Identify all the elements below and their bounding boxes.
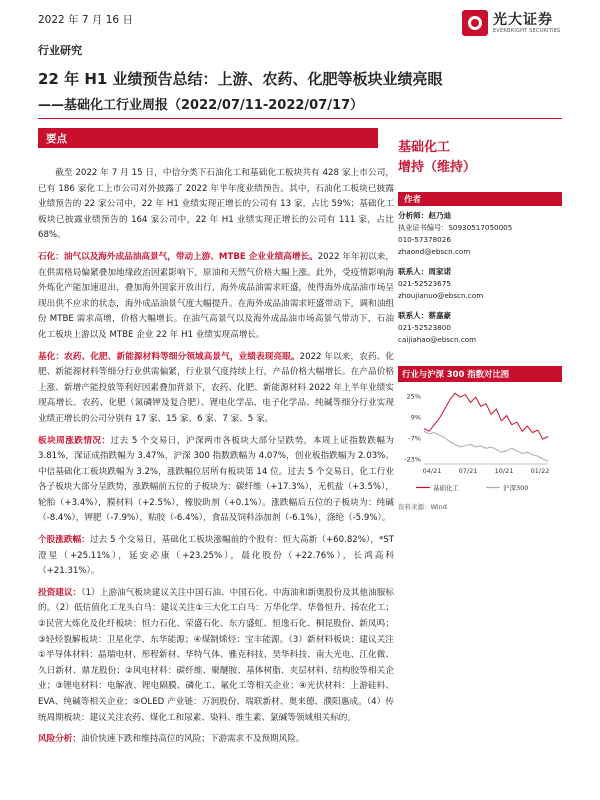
summary-paragraph-2 <box>38 250 394 344</box>
summary-body <box>38 166 394 754</box>
p7-text: 油价快速下跌和维持高位的风险；下游需求不及预期风险。 <box>80 734 305 745</box>
contact1-name: 联系人：周家诺 <box>398 267 452 276</box>
logo-mark-icon <box>462 10 488 36</box>
summary-label: 要点 <box>46 133 67 145</box>
company-logo <box>462 6 562 40</box>
p1-text: 截至 2022 年 7 月 15 日，中信分类下石油化工和基础化工板块共有 428 家上市公司，已有 186 家化工上市公司对外披露了 2022 年半年度业绩预告。其中，石油化工板块已披露业绩预告的 22 家公司中，22 年 H1 业绩实现正增长的公司有 13 家，占比 59%；基础化工板块已披露业绩预告的 164 家公司中，22 年 H1 业绩实现正增长的公司有 111 家，占比 68%。 <box>38 168 394 241</box>
series-line-1 <box>424 393 548 439</box>
logo-en-text: EVERBRIGHT SECURITIES <box>493 27 561 34</box>
author-header <box>398 192 562 206</box>
contact1-block <box>398 266 562 302</box>
contact2-block <box>398 310 562 346</box>
x-tick-label: 10/21 <box>494 467 514 475</box>
y-tick-label: -7% <box>408 434 421 443</box>
chart-title: 行业与沪深 300 指数对比图 <box>402 369 510 379</box>
x-tick-label: 01/22 <box>530 467 550 475</box>
analyst-phone: 010-57378026 <box>398 235 451 244</box>
analyst-name: 分析师：赵乃迪 <box>398 211 452 220</box>
legend-label-2: 沪深300 <box>503 484 529 492</box>
summary-paragraph-5 <box>38 533 394 580</box>
p4-heading: 板块周涨跌情况： <box>38 435 111 446</box>
summary-paragraph-3 <box>38 350 394 428</box>
analyst-email[interactable]: zhaond@ebscn.com <box>398 247 471 256</box>
chart-source: 资料来源：Wind <box>398 503 447 511</box>
author-label: 作者 <box>404 195 422 205</box>
p3-text: 2022 年以来，农药、化肥、新能源材料等细分行业供需偏紧，行业景气度持续上行，产品价格大幅增长。在产品价格上涨、新增产能投放等利好因素叠加背景下，农药、化肥、新能源材料 2022 年上半年业绩实现高增长。农药、化肥（氮磷钾及复合肥）、锂电化学品、电子化学品、纯碱等细分行业实现业绩正增长的公司分别有 17 家、15 家、6 家、7 家、5 家。 <box>38 351 394 424</box>
contact1-email[interactable]: zhoujianuo@ebscn.com <box>398 291 484 300</box>
p5-text: 过去 5 个交易日，基础化工板块涨幅前的个股有：恒大高新（+60.82%），*ST 澄星（+25.11%），延安必康（+23.25%），晨化股份（+22.76%），长鸿高科（+21.31%）。 <box>38 535 394 577</box>
contact2-email[interactable]: caijiahao@ebscn.com <box>398 335 477 344</box>
contact1-phone: 021-52523675 <box>398 279 451 288</box>
report-subtitle: ——基础化工行业周报（2022/07/11-2022/07/17） <box>38 98 364 113</box>
summary-paragraph-4 <box>38 434 394 528</box>
summary-paragraph-6 <box>38 586 394 726</box>
p3-heading: 基化：农药、化肥、新能源材料等细分领域高景气，业绩表现亮眼。 <box>38 351 300 362</box>
report-date: 2022 年 7 月 16 日 <box>38 14 133 26</box>
summary-paragraph-7 <box>38 732 394 748</box>
index-comparison-chart <box>398 386 562 498</box>
report-title: 22 年 H1 业绩预告总结：上游、农药、化肥等板块业绩亮眼 <box>38 70 443 88</box>
p6-text: （1）上游油气板块建议关注中国石油、中国石化、中海油和新奥股份及其他油服标的。（2）低估值化工龙头白马：建议关注①三大化工白马：万华化学、华鲁恒升、扬农化工；②民营大炼化及化纤板块：恒力石化、荣盛石化、东方盛虹、恒逸石化、桐昆股份、新凤鸣；③轻烃裂解板块：卫星化学、东华能源；④煤制烯烃：宝丰能源。（3）新材料板块：建议关注①半导体材料：晶瑞电材、彤程新材、华特气体、雅克科技、昊华科技、南大光电、江化微、久日新材、鼎龙股份；②风电材料：碳纤维、聚醚胺、基体树脂、夹层材料、结构胶等相关企业；③锂电材料：电解液、锂电隔膜、磷化工、氟化工等相关企业；④光伏材料：上游硅料、EVA、纯碱等相关企业；⑤OLED 产业链：万润股份、瑞联新材、奥来德、濮阳惠成。（4）传统周期板块：建议关注农药、煤化工和尿素、染料、维生素、氯碱等领域相关标的。 <box>38 587 394 723</box>
analyst-license: 执业证书编号：S0930517050005 <box>398 223 513 232</box>
x-tick-label: 04/21 <box>422 467 442 475</box>
summary-paragraph-1 <box>38 166 394 244</box>
y-tick-label: 9% <box>410 413 421 422</box>
p6-heading: 投资建议： <box>38 587 82 598</box>
rating: 增持（维持） <box>398 160 477 175</box>
y-tick-label: 25% <box>406 392 421 401</box>
p2-text: 2022 年年初以来，在供需格局偏紧叠加地缘政治因素影响下，原油和天然气价格大幅上涨。此外，受疫情影响海外炼化产能加速退出，叠加海外国家开放出行，海外成品油需求旺盛，使得海外成品油市场呈现出供不应求的状态，海外成品油景气度大幅提升。在海外成品油需求旺盛带动下，调和油组份 MTBE 需求高增，价格大幅增长。在油气高景气以及海外成品油市场高景气带动下，石油化工板块上游以及 MTBE 企业 22 年 H1 业绩实现高增长。 <box>38 251 394 340</box>
p4-text: 过去 5 个交易日，沪深两市各板块大部分呈跌势，本周上证指数跌幅为 3.81%，深证成指跌幅为 3.47%，沪深 300 指数跌幅为 4.07%，创业板指跌幅为 2.03%。中信基础化工板块跌幅为 3.2%，涨跌幅位居所有板块第 14 位。过去 5 个交易日，化工行业各子板块大部分呈跌势，涨跌幅前五位的子板块为：碳纤维（+17.3%），无机盐（+3.5%），轮胎（+3.4%），膜材料（+2.5%），橡胶助剂（+0.1%）。涨跌幅后五位的子板块为：纯碱（-8.4%），钾肥（-7.9%），粘胶（-6.4%），食品及饲料添加剂（-6.1%），涤纶（-5.9%）。 <box>38 435 394 524</box>
contact2-phone: 021-52523800 <box>398 323 451 332</box>
p5-heading: 个股涨跌幅： <box>38 535 90 546</box>
industry-rating <box>398 138 562 178</box>
series-line-2 <box>424 431 548 461</box>
logo-cn-text: 光大证券 <box>493 11 553 28</box>
analyst-block <box>398 210 562 258</box>
legend-label-1: 基础化工 <box>433 484 459 492</box>
p7-heading: 风险分析： <box>38 734 81 745</box>
contact2-name: 联系人：蔡嘉豪 <box>398 311 452 320</box>
summary-header <box>38 128 378 148</box>
x-tick-label: 07/21 <box>458 467 478 475</box>
section-label: 行业研究 <box>38 44 82 57</box>
chart-header <box>398 366 562 382</box>
title-divider <box>38 118 562 119</box>
y-tick-label: -23% <box>404 455 421 464</box>
industry-name: 基础化工 <box>398 140 451 155</box>
p2-heading: 石化：油气以及海外成品油高景气，带动上游、MTBE 企业业绩高增长。 <box>38 251 318 262</box>
